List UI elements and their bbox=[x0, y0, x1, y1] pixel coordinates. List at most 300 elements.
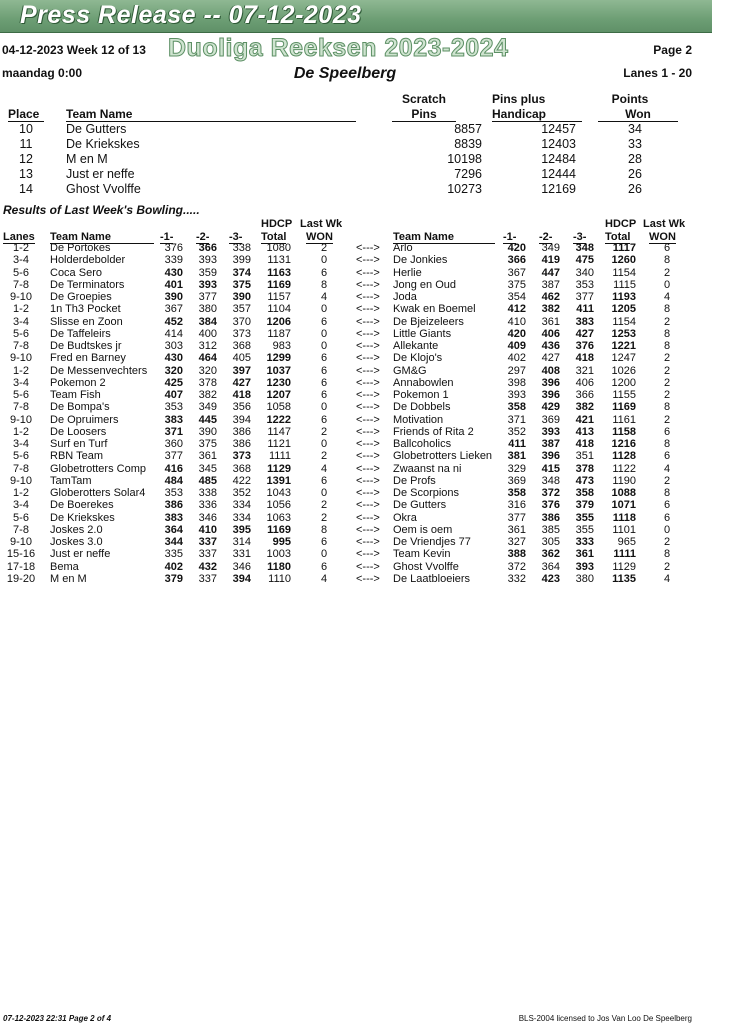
score-right-cell: 1154 bbox=[612, 315, 636, 328]
won-left-cell: 6 bbox=[320, 389, 328, 401]
lanes-cell: 5-6 bbox=[13, 450, 29, 463]
page-number: Page 2 bbox=[653, 43, 692, 57]
lanes-cell: 5-6 bbox=[13, 389, 29, 401]
handicap-cell: 12403 bbox=[541, 137, 576, 151]
team-cell: M en M bbox=[66, 152, 108, 166]
won-right-cell: 2 bbox=[663, 560, 671, 573]
won-right-cell: 2 bbox=[663, 364, 671, 377]
score-right-cell: 349 bbox=[541, 242, 560, 254]
score-right-cell: 375 bbox=[507, 278, 526, 291]
lanes-cell: 5-6 bbox=[13, 511, 29, 524]
score-right-cell: 415 bbox=[541, 462, 560, 475]
col-handicap-2: Handicap bbox=[492, 107, 582, 122]
score-right-cell: 353 bbox=[575, 278, 594, 291]
team-right-cell: Okra bbox=[393, 511, 417, 524]
score-right-cell: 406 bbox=[575, 376, 594, 389]
result-row bbox=[0, 524, 738, 536]
score-right-cell: 1115 bbox=[613, 278, 636, 291]
won-right-cell: 4 bbox=[663, 462, 671, 475]
score-left-cell: 1147 bbox=[267, 425, 291, 438]
score-right-cell: 429 bbox=[541, 401, 560, 414]
score-left-cell: 346 bbox=[198, 511, 217, 524]
versus-arrow: <---> bbox=[356, 499, 380, 512]
score-left-cell: 336 bbox=[198, 499, 217, 512]
score-left-cell: 373 bbox=[232, 450, 251, 463]
score-left-cell: 399 bbox=[232, 254, 251, 267]
lanes-cell: 9-10 bbox=[9, 291, 33, 303]
score-left-cell: 344 bbox=[164, 536, 183, 548]
won-right-cell: 6 bbox=[663, 511, 671, 524]
score-right-cell: 371 bbox=[507, 413, 526, 426]
team-right-cell: Oem is oem bbox=[393, 523, 453, 536]
team-left-cell: De Messenvechters bbox=[50, 364, 148, 377]
score-left-cell: 394 bbox=[232, 413, 251, 426]
score-left-cell: 368 bbox=[232, 340, 251, 352]
won-left-cell: 0 bbox=[320, 340, 328, 352]
versus-arrow: <---> bbox=[356, 291, 380, 303]
score-left-cell: 337 bbox=[198, 536, 217, 548]
result-row bbox=[0, 340, 738, 352]
won-left-cell: 2 bbox=[320, 511, 328, 524]
lanes-cell: 1-2 bbox=[13, 364, 29, 377]
score-right-cell: 321 bbox=[575, 364, 594, 377]
score-left-cell: 303 bbox=[164, 340, 183, 352]
score-right-cell: 383 bbox=[575, 315, 594, 328]
score-right-cell: 381 bbox=[507, 450, 526, 463]
score-right-cell: 427 bbox=[575, 327, 594, 340]
score-left-cell: 357 bbox=[232, 303, 251, 316]
score-right-cell: 387 bbox=[541, 438, 560, 450]
won-left-cell: 2 bbox=[320, 242, 328, 254]
score-left-cell: 1169 bbox=[267, 523, 291, 536]
score-right-cell: 965 bbox=[617, 536, 636, 548]
lanes-cell: 1-2 bbox=[13, 303, 29, 316]
versus-arrow: <---> bbox=[356, 340, 380, 352]
team-right-cell: Kwak en Boemel bbox=[393, 303, 476, 316]
score-right-cell: 418 bbox=[575, 438, 594, 450]
score-left-cell: 314 bbox=[232, 536, 251, 548]
score-right-cell: 1071 bbox=[611, 499, 636, 512]
score-right-cell: 1216 bbox=[611, 438, 636, 450]
won-right-cell: 0 bbox=[663, 523, 671, 536]
res-col-won2-left: WON bbox=[306, 231, 333, 243]
col-handicap-1: Pins plus bbox=[492, 92, 546, 106]
score-right-cell: 420 bbox=[507, 327, 526, 340]
lanes-range: Lanes 1 - 20 bbox=[623, 66, 692, 80]
res-col-g2-left: -2- bbox=[196, 231, 210, 243]
lanes-cell: 17-18 bbox=[6, 560, 36, 573]
team-right-cell: Friends of Rita 2 bbox=[393, 425, 474, 438]
won-left-cell: 0 bbox=[320, 327, 328, 340]
score-left-cell: 414 bbox=[164, 327, 183, 340]
team-left-cell: Team Fish bbox=[50, 389, 101, 401]
score-left-cell: 383 bbox=[164, 413, 183, 426]
won-right-cell: 8 bbox=[663, 327, 671, 340]
score-right-cell: 411 bbox=[576, 303, 594, 316]
result-row bbox=[0, 414, 738, 426]
team-right-cell: De Vriendjes 77 bbox=[393, 536, 471, 548]
score-left-cell: 405 bbox=[232, 352, 251, 365]
score-right-cell: 380 bbox=[575, 572, 594, 585]
score-right-cell: 377 bbox=[507, 511, 526, 524]
team-left-cell: Fred en Barney bbox=[50, 352, 126, 365]
score-left-cell: 1131 bbox=[267, 254, 291, 267]
standings-row bbox=[0, 122, 738, 137]
result-row bbox=[0, 267, 738, 279]
won-left-cell: 2 bbox=[320, 450, 328, 463]
result-row bbox=[0, 548, 738, 560]
score-right-cell: 1253 bbox=[611, 327, 636, 340]
scratch-cell: 7296 bbox=[454, 167, 482, 181]
score-right-cell: 398 bbox=[507, 376, 526, 389]
score-left-cell: 353 bbox=[164, 487, 183, 499]
score-right-cell: 355 bbox=[575, 511, 594, 524]
score-right-cell: 396 bbox=[541, 450, 560, 463]
res-col-won1-left: Last Wk bbox=[300, 218, 343, 230]
score-right-cell: 406 bbox=[541, 327, 560, 340]
score-left-cell: 1163 bbox=[267, 266, 291, 279]
score-left-cell: 983 bbox=[272, 340, 291, 352]
won-right-cell: 0 bbox=[663, 278, 671, 291]
res-col-g3-left: -3- bbox=[229, 231, 243, 243]
score-left-cell: 356 bbox=[232, 401, 251, 414]
team-right-cell: De Jonkies bbox=[393, 254, 448, 267]
versus-arrow: <---> bbox=[356, 266, 380, 279]
score-left-cell: 384 bbox=[198, 315, 217, 328]
result-row bbox=[0, 536, 738, 548]
versus-arrow: <---> bbox=[356, 536, 380, 548]
score-right-cell: 366 bbox=[507, 254, 526, 267]
team-right-cell: Arlo bbox=[393, 242, 413, 254]
score-right-cell: 369 bbox=[507, 474, 526, 487]
team-cell: Just er neffe bbox=[66, 167, 135, 181]
date-week: 04-12-2023 Week 12 of 13 bbox=[2, 43, 146, 57]
score-right-cell: 1260 bbox=[611, 254, 636, 267]
score-right-cell: 420 bbox=[507, 242, 526, 254]
versus-arrow: <---> bbox=[356, 376, 380, 389]
score-right-cell: 408 bbox=[541, 364, 560, 377]
col-scratch-1: Scratch bbox=[401, 92, 447, 106]
won-left-cell: 4 bbox=[320, 462, 328, 475]
lanes-cell: 9-10 bbox=[9, 536, 33, 548]
versus-arrow: <---> bbox=[356, 352, 380, 365]
col-team: Team Name bbox=[66, 107, 356, 122]
standings-row bbox=[0, 152, 738, 167]
score-left-cell: 312 bbox=[198, 340, 217, 352]
score-right-cell: 1190 bbox=[612, 474, 636, 487]
team-left-cell: RBN Team bbox=[50, 450, 103, 463]
won-right-cell: 8 bbox=[663, 303, 671, 316]
versus-arrow: <---> bbox=[356, 523, 380, 536]
versus-arrow: <---> bbox=[356, 278, 380, 291]
score-left-cell: 376 bbox=[164, 242, 183, 254]
team-right-cell: Herlie bbox=[393, 266, 422, 279]
standings-row bbox=[0, 137, 738, 152]
footer-timestamp: 07-12-2023 22:31 Page 2 of 4 bbox=[3, 1014, 112, 1023]
lanes-cell: 3-4 bbox=[13, 254, 29, 267]
score-right-cell: 421 bbox=[575, 413, 594, 426]
score-left-cell: 1063 bbox=[266, 511, 291, 524]
score-left-cell: 386 bbox=[232, 425, 251, 438]
won-left-cell: 6 bbox=[320, 536, 328, 548]
team-right-cell: De Klojo's bbox=[393, 352, 443, 365]
score-left-cell: 377 bbox=[198, 291, 217, 303]
score-left-cell: 359 bbox=[198, 266, 217, 279]
won-left-cell: 0 bbox=[320, 487, 328, 499]
score-right-cell: 358 bbox=[575, 487, 594, 499]
score-right-cell: 1155 bbox=[612, 389, 636, 401]
score-left-cell: 375 bbox=[198, 438, 217, 450]
res-col-team-right: Team Name bbox=[393, 231, 495, 244]
score-right-cell: 327 bbox=[507, 536, 526, 548]
score-left-cell: 335 bbox=[164, 548, 183, 561]
score-left-cell: 377 bbox=[164, 450, 183, 463]
score-right-cell: 329 bbox=[507, 462, 526, 475]
score-right-cell: 361 bbox=[507, 523, 526, 536]
lanes-cell: 9-10 bbox=[9, 352, 33, 365]
score-left-cell: 1299 bbox=[266, 352, 291, 365]
score-left-cell: 1391 bbox=[266, 474, 291, 487]
result-row bbox=[0, 401, 738, 413]
scratch-cell: 8839 bbox=[454, 137, 482, 151]
team-right-cell: Team Kevin bbox=[393, 548, 451, 561]
col-points-1: Points bbox=[611, 92, 649, 106]
won-right-cell: 8 bbox=[663, 254, 671, 267]
team-right-cell: Motivation bbox=[393, 413, 444, 426]
won-left-cell: 8 bbox=[320, 278, 328, 291]
score-left-cell: 378 bbox=[198, 376, 217, 389]
score-right-cell: 354 bbox=[507, 291, 526, 303]
score-left-cell: 995 bbox=[272, 536, 291, 548]
won-left-cell: 4 bbox=[320, 572, 328, 585]
versus-arrow: <---> bbox=[356, 364, 380, 377]
place-cell: 12 bbox=[19, 152, 33, 166]
score-right-cell: 1129 bbox=[612, 560, 636, 573]
score-right-cell: 475 bbox=[575, 254, 594, 267]
versus-arrow: <---> bbox=[356, 462, 380, 475]
result-row bbox=[0, 389, 738, 401]
score-right-cell: 1122 bbox=[612, 462, 636, 475]
score-left-cell: 1121 bbox=[267, 438, 291, 450]
col-scratch-2: Pins bbox=[392, 107, 456, 122]
score-right-cell: 409 bbox=[507, 340, 526, 352]
won-right-cell: 2 bbox=[663, 389, 671, 401]
score-left-cell: 425 bbox=[164, 376, 183, 389]
versus-arrow: <---> bbox=[356, 242, 380, 254]
result-row bbox=[0, 561, 738, 573]
score-right-cell: 412 bbox=[507, 303, 526, 316]
score-left-cell: 382 bbox=[198, 389, 217, 401]
lanes-cell: 1-2 bbox=[13, 425, 29, 438]
score-right-cell: 423 bbox=[541, 572, 560, 585]
team-left-cell: TamTam bbox=[50, 474, 92, 487]
score-left-cell: 395 bbox=[232, 523, 251, 536]
score-left-cell: 401 bbox=[164, 278, 183, 291]
team-left-cell: De Loosers bbox=[50, 425, 107, 438]
lanes-cell: 5-6 bbox=[13, 327, 29, 340]
score-left-cell: 1230 bbox=[266, 376, 291, 389]
result-row bbox=[0, 573, 738, 585]
res-col-won2-right: WON bbox=[649, 231, 676, 243]
footer-license: BLS-2004 licensed to Jos Van Loo De Speelberg bbox=[518, 1014, 692, 1023]
team-right-cell: De Laatbloeiers bbox=[393, 572, 471, 585]
res-col-g1-left: -1- bbox=[160, 231, 174, 243]
team-left-cell: Globetrotters Comp bbox=[50, 462, 146, 475]
res-col-won1-right: Last Wk bbox=[643, 218, 686, 230]
versus-arrow: <---> bbox=[356, 303, 380, 316]
score-left-cell: 393 bbox=[198, 278, 217, 291]
lanes-cell: 7-8 bbox=[13, 278, 29, 291]
team-right-cell: Ballcoholics bbox=[393, 438, 452, 450]
res-col-lanes: Lanes bbox=[3, 231, 35, 243]
score-left-cell: 1110 bbox=[268, 572, 291, 585]
score-right-cell: 355 bbox=[575, 523, 594, 536]
res-col-hdcp1-right: HDCP bbox=[605, 218, 637, 230]
score-left-cell: 484 bbox=[164, 474, 183, 487]
won-left-cell: 6 bbox=[320, 376, 328, 389]
result-row bbox=[0, 475, 738, 487]
team-right-cell: De Gutters bbox=[393, 499, 447, 512]
col-points-2: Won bbox=[598, 107, 678, 122]
team-left-cell: Pokemon 2 bbox=[50, 376, 106, 389]
press-release-banner bbox=[0, 0, 712, 33]
score-left-cell: 386 bbox=[164, 499, 183, 512]
standings-row bbox=[0, 167, 738, 182]
won-right-cell: 8 bbox=[663, 401, 671, 414]
score-right-cell: 1247 bbox=[611, 352, 636, 365]
score-left-cell: 1169 bbox=[267, 278, 291, 291]
result-row bbox=[0, 352, 738, 364]
score-right-cell: 361 bbox=[541, 315, 560, 328]
scratch-cell: 8857 bbox=[454, 122, 482, 136]
score-left-cell: 1080 bbox=[266, 242, 291, 254]
lanes-cell: 7-8 bbox=[13, 340, 29, 352]
won-left-cell: 0 bbox=[320, 254, 328, 267]
points-cell: 26 bbox=[628, 182, 642, 196]
handicap-cell: 12444 bbox=[541, 167, 576, 181]
versus-arrow: <---> bbox=[356, 401, 380, 414]
center-name: De Speelberg bbox=[293, 65, 397, 82]
score-right-cell: 297 bbox=[507, 364, 526, 377]
score-right-cell: 340 bbox=[575, 266, 594, 279]
team-left-cell: De Taffeleirs bbox=[50, 327, 111, 340]
score-left-cell: 383 bbox=[164, 511, 183, 524]
team-right-cell: Jong en Oud bbox=[393, 278, 456, 291]
score-left-cell: 1111 bbox=[268, 450, 291, 463]
score-right-cell: 377 bbox=[575, 291, 594, 303]
won-right-cell: 2 bbox=[663, 376, 671, 389]
versus-arrow: <---> bbox=[356, 450, 380, 463]
team-left-cell: De Groepies bbox=[50, 291, 112, 303]
place-cell: 11 bbox=[19, 137, 33, 151]
score-right-cell: 1111 bbox=[613, 548, 636, 561]
col-place: Place bbox=[8, 107, 44, 122]
score-right-cell: 387 bbox=[541, 278, 560, 291]
team-left-cell: De Boerekes bbox=[50, 499, 114, 512]
team-right-cell: Pokemon 1 bbox=[393, 389, 449, 401]
score-right-cell: 362 bbox=[541, 548, 560, 561]
score-left-cell: 367 bbox=[164, 303, 183, 316]
won-right-cell: 4 bbox=[663, 291, 671, 303]
score-left-cell: 337 bbox=[198, 572, 217, 585]
team-cell: De Gutters bbox=[66, 122, 127, 136]
score-right-cell: 372 bbox=[507, 560, 526, 573]
score-left-cell: 407 bbox=[164, 389, 183, 401]
won-left-cell: 6 bbox=[320, 474, 328, 487]
won-right-cell: 2 bbox=[663, 315, 671, 328]
place-cell: 13 bbox=[19, 167, 33, 181]
score-right-cell: 305 bbox=[541, 536, 560, 548]
score-right-cell: 411 bbox=[508, 438, 526, 450]
won-right-cell: 6 bbox=[663, 242, 671, 254]
score-left-cell: 1222 bbox=[266, 413, 291, 426]
score-right-cell: 382 bbox=[541, 303, 560, 316]
score-right-cell: 358 bbox=[507, 401, 526, 414]
versus-arrow: <---> bbox=[356, 511, 380, 524]
league-title: Duoliga Reeksen 2023-2024 bbox=[168, 34, 509, 62]
versus-arrow: <---> bbox=[356, 425, 380, 438]
score-left-cell: 1003 bbox=[266, 548, 291, 561]
team-left-cell: Just er neffe bbox=[50, 548, 111, 561]
team-left-cell: Bema bbox=[50, 560, 79, 573]
result-row bbox=[0, 328, 738, 340]
score-left-cell: 320 bbox=[164, 364, 183, 377]
team-cell: Ghost Vvolffe bbox=[66, 182, 141, 196]
banner-title: Press Release -- 07-12-2023 bbox=[20, 1, 362, 29]
result-row bbox=[0, 463, 738, 475]
lanes-cell: 19-20 bbox=[6, 572, 36, 585]
won-right-cell: 2 bbox=[663, 266, 671, 279]
score-left-cell: 370 bbox=[232, 315, 251, 328]
points-cell: 33 bbox=[628, 137, 642, 151]
won-right-cell: 6 bbox=[663, 450, 671, 463]
score-right-cell: 1200 bbox=[611, 376, 636, 389]
won-left-cell: 6 bbox=[320, 560, 328, 573]
team-left-cell: M en M bbox=[50, 572, 87, 585]
result-row bbox=[0, 316, 738, 328]
won-left-cell: 6 bbox=[320, 352, 328, 365]
team-cell: De Kriekskes bbox=[66, 137, 140, 151]
score-right-cell: 372 bbox=[541, 487, 560, 499]
score-left-cell: 361 bbox=[198, 450, 217, 463]
score-left-cell: 346 bbox=[232, 560, 251, 573]
score-left-cell: 1104 bbox=[267, 303, 291, 316]
score-right-cell: 376 bbox=[541, 499, 560, 512]
score-right-cell: 367 bbox=[507, 266, 526, 279]
score-right-cell: 1026 bbox=[611, 364, 636, 377]
score-right-cell: 396 bbox=[541, 389, 560, 401]
score-right-cell: 364 bbox=[541, 560, 560, 573]
score-right-cell: 369 bbox=[541, 413, 560, 426]
won-left-cell: 2 bbox=[320, 425, 328, 438]
result-row bbox=[0, 499, 738, 511]
won-right-cell: 8 bbox=[663, 340, 671, 352]
score-left-cell: 400 bbox=[198, 327, 217, 340]
result-row bbox=[0, 254, 738, 266]
result-row bbox=[0, 279, 738, 291]
score-left-cell: 464 bbox=[198, 352, 217, 365]
score-left-cell: 1206 bbox=[266, 315, 291, 328]
lanes-cell: 3-4 bbox=[13, 499, 29, 512]
score-left-cell: 485 bbox=[198, 474, 217, 487]
team-right-cell: GM&G bbox=[393, 364, 427, 377]
score-right-cell: 1158 bbox=[612, 425, 636, 438]
team-right-cell: Allekante bbox=[393, 340, 439, 352]
team-left-cell: De Kriekskes bbox=[50, 511, 115, 524]
result-row bbox=[0, 426, 738, 438]
res-col-team-left: Team Name bbox=[50, 231, 154, 244]
score-left-cell: 397 bbox=[232, 364, 251, 377]
